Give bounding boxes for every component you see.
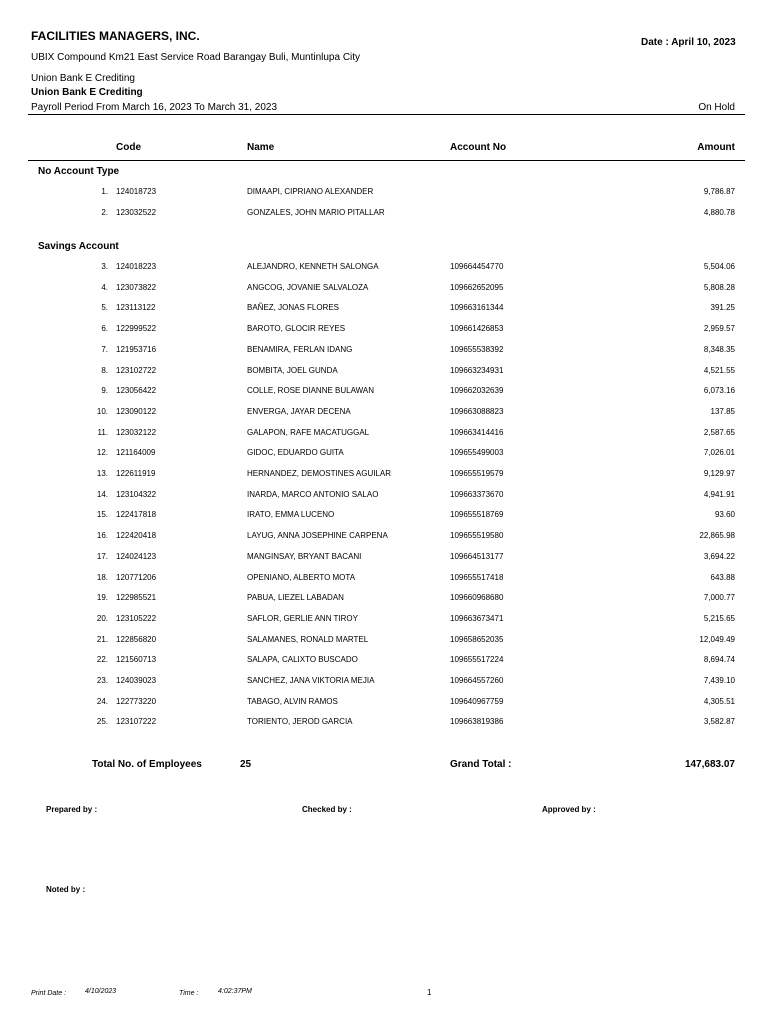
bank-line-2: Union Bank E Crediting: [31, 87, 143, 98]
employee-name: GONZALES, JOHN MARIO PITALLAR: [247, 207, 385, 217]
employee-code: 122611919: [116, 469, 156, 478]
section-title: Savings Account: [38, 241, 119, 252]
employee-name: LAYUG, ANNA JOSEPHINE CARPENA: [247, 531, 388, 541]
employee-code: 123073822: [116, 282, 157, 292]
company-address: UBIX Compound Km21 East Service Road Barangay Buli, Muntinlupa City: [31, 52, 361, 63]
employee-code: 123032522: [116, 207, 157, 217]
amount: 6,073.16: [703, 386, 735, 396]
employee-name: BOMBITA, JOEL GUNDA: [247, 365, 338, 375]
time-label: Time :: [179, 990, 199, 997]
row-number: 17.: [96, 551, 108, 561]
report-date: Date : April 10, 2023: [641, 37, 736, 48]
table-row: [0, 345, 768, 359]
employee-name: BAÑEZ, JONAS FLORES: [247, 303, 340, 313]
account-number: 109663819386: [450, 717, 504, 727]
amount: 5,215.65: [703, 613, 735, 623]
account-number: 109655518769: [450, 510, 504, 520]
account-number: 109660968680: [450, 593, 504, 603]
amount: 8,348.35: [703, 344, 735, 354]
column-header-amount: Amount: [697, 142, 735, 153]
section-title: No Account Type: [38, 166, 120, 177]
approved-by-label: Approved by :: [542, 805, 596, 814]
amount: 5,504.06: [703, 262, 735, 271]
row-number: 3.: [101, 262, 108, 271]
row-number: 24.: [96, 696, 108, 706]
employee-name: SAFLOR, GERLIE ANN TIROY: [247, 613, 358, 623]
header-rule: [28, 114, 745, 115]
employee-name: SALAPA, CALIXTO BUSCADO: [247, 655, 358, 665]
account-number: 109655519580: [450, 531, 504, 541]
table-row: [0, 676, 768, 690]
employee-name: GIDOC, EDUARDO GUITA: [247, 448, 344, 458]
row-number: 23.: [96, 676, 108, 685]
employee-name: HERNANDEZ, DEMOSTINES AGUILAR: [247, 469, 392, 478]
employee-code: 122773220: [116, 696, 157, 706]
account-number: 109655499003: [450, 448, 504, 458]
employee-name: OPENIANO, ALBERTO MOTA: [247, 572, 356, 582]
account-number: 109664513177: [450, 551, 504, 561]
employee-code: 124039023: [116, 676, 157, 685]
account-number: 109663373670: [450, 489, 504, 499]
row-number: 14.: [96, 489, 108, 499]
account-number: 109663161344: [450, 303, 504, 313]
account-number: 109655517418: [450, 572, 504, 582]
amount: 7,000.77: [703, 593, 735, 603]
table-row: [0, 593, 768, 607]
amount: 5,808.28: [703, 282, 735, 292]
amount: 12,049.49: [699, 634, 735, 644]
status-label: On Hold: [698, 102, 735, 113]
table-row: [0, 573, 768, 587]
account-number: 109655519579: [450, 469, 504, 478]
employee-code: 121953716: [116, 344, 157, 354]
employee-code: 123107222: [116, 717, 157, 727]
employee-name: INARDA, MARCO ANTONIO SALAO: [247, 489, 379, 499]
table-row: [0, 428, 768, 442]
employee-name: BENAMIRA, FERLAN IDANG: [247, 344, 353, 354]
table-row: [0, 407, 768, 421]
employee-name: TABAGO, ALVIN RAMOS: [247, 696, 338, 706]
table-row: [0, 531, 768, 545]
employee-code: 124024123: [116, 551, 157, 561]
company-name: FACILITIES MANAGERS, INC.: [31, 29, 200, 43]
amount: 8,694.74: [703, 655, 735, 665]
row-number: 8.: [101, 365, 108, 375]
account-number: 109663673471: [450, 613, 504, 623]
amount: 4,880.78: [703, 207, 735, 217]
amount: 137.85: [710, 406, 735, 416]
amount: 93.60: [714, 510, 735, 520]
table-row: [0, 366, 768, 380]
row-number: 4.: [101, 282, 108, 292]
table-row: [0, 490, 768, 504]
bank-line-1: Union Bank E Crediting: [31, 73, 135, 84]
table-row: [0, 717, 768, 731]
page-number: 1: [427, 988, 432, 997]
total-employees-count: 25: [240, 759, 252, 770]
amount: 22,865.98: [699, 531, 735, 541]
employee-code: 123105222: [116, 613, 157, 623]
column-header-account: Account No: [450, 142, 507, 153]
account-number: 109663414416: [450, 427, 504, 437]
row-number: 12.: [96, 448, 108, 458]
row-number: 9.: [101, 386, 108, 396]
time-value: 4:02:37PM: [218, 988, 252, 995]
row-number: 22.: [96, 655, 108, 665]
employee-name: ALEJANDRO, KENNETH SALONGA: [247, 262, 379, 271]
row-number: 13.: [96, 469, 108, 478]
amount: 4,941.91: [703, 489, 735, 499]
employee-name: TORIENTO, JEROD GARCIA: [247, 717, 353, 727]
row-number: 7.: [101, 344, 108, 354]
employee-code: 122417818: [116, 510, 157, 520]
row-number: 19.: [96, 593, 108, 603]
row-number: 20.: [96, 613, 108, 623]
employee-code: 123032122: [116, 427, 157, 437]
row-number: 21.: [96, 634, 108, 644]
prepared-by-label: Prepared by :: [46, 805, 98, 814]
grand-total-value: 147,683.07: [684, 759, 735, 770]
amount: 391.25: [710, 303, 735, 313]
employee-name: MANGINSAY, BRYANT BACANI: [247, 551, 362, 561]
column-header-name: Name: [247, 142, 275, 153]
row-number: 2.: [101, 207, 108, 217]
employee-code: 121164009: [116, 448, 156, 458]
account-number: 109655517224: [450, 655, 504, 665]
table-row: [0, 303, 768, 317]
table-row: [0, 448, 768, 462]
table-row: [0, 552, 768, 566]
account-number: 109662032639: [450, 386, 504, 396]
employee-code: 123090122: [116, 406, 157, 416]
employee-name: GALAPON, RAFE MACATUGGAL: [247, 427, 370, 437]
row-number: 25.: [96, 717, 108, 727]
employee-name: DIMAAPI, CIPRIANO ALEXANDER: [247, 187, 374, 196]
row-number: 16.: [96, 531, 108, 541]
employee-name: ENVERGA, JAYAR DECENA: [247, 406, 351, 416]
total-employees-label: Total No. of Employees: [92, 759, 202, 770]
employee-code: 122999522: [116, 324, 157, 334]
amount: 7,026.01: [703, 448, 735, 458]
table-row: [0, 614, 768, 628]
table-row: [0, 324, 768, 338]
employee-code: 120771206: [116, 572, 157, 582]
row-number: 15.: [96, 510, 108, 520]
employee-code: 122856820: [116, 634, 157, 644]
employee-code: 124018223: [116, 262, 157, 271]
account-number: 109663234931: [450, 365, 504, 375]
amount: 4,521.55: [703, 365, 735, 375]
table-row: [0, 208, 768, 222]
checked-by-label: Checked by :: [302, 805, 352, 814]
column-header-rule: [28, 160, 745, 161]
account-number: 109664557260: [450, 676, 504, 685]
column-header-code: Code: [116, 142, 141, 153]
print-date-value: 4/10/2023: [85, 988, 117, 995]
account-number: 109664454770: [450, 262, 504, 271]
employee-name: SANCHEZ, JANA VIKTORIA MEJIA: [247, 676, 375, 685]
account-number: 109640967759: [450, 696, 504, 706]
table-row: [0, 635, 768, 649]
account-number: 109655538392: [450, 344, 504, 354]
row-number: 5.: [101, 303, 108, 313]
table-row: [0, 469, 768, 483]
employee-code: 123102722: [116, 365, 157, 375]
row-number: 11.: [97, 427, 108, 437]
employee-name: PABUA, LIEZEL LABADAN: [247, 593, 344, 603]
account-number: 109662652095: [450, 282, 504, 292]
employee-name: IRATO, EMMA LUCENO: [247, 510, 335, 520]
table-row: [0, 697, 768, 711]
table-row: [0, 283, 768, 297]
employee-name: BAROTO, GLOCIR REYES: [247, 324, 346, 334]
grand-total-label: Grand Total :: [450, 759, 512, 770]
amount: 643.88: [710, 572, 735, 582]
amount: 9,129.97: [703, 469, 735, 478]
amount: 4,305.51: [703, 696, 735, 706]
employee-code: 124018723: [116, 187, 157, 196]
print-date-label: Print Date :: [31, 990, 67, 997]
amount: 2,959.57: [703, 324, 735, 334]
employee-code: 122985521: [116, 593, 157, 603]
table-row: [0, 262, 768, 276]
row-number: 6.: [101, 324, 108, 334]
amount: 9,786.87: [703, 187, 735, 196]
amount: 2,587.65: [703, 427, 735, 437]
amount: 3,694.22: [703, 551, 735, 561]
employee-code: 123104322: [116, 489, 157, 499]
employee-name: ANGCOG, JOVANIE SALVALOZA: [247, 282, 369, 292]
account-number: 109663088823: [450, 406, 504, 416]
employee-code: 123113122: [116, 303, 156, 313]
table-row: [0, 655, 768, 669]
employee-name: COLLE, ROSE DIANNE BULAWAN: [247, 386, 374, 396]
row-number: 10.: [96, 406, 108, 416]
noted-by-label: Noted by :: [46, 885, 86, 894]
employee-name: SALAMANES, RONALD MARTEL: [247, 634, 369, 644]
table-row: [0, 187, 768, 201]
row-number: 1.: [101, 187, 108, 196]
amount: 7,439.10: [703, 676, 735, 685]
account-number: 109661426853: [450, 324, 504, 334]
amount: 3,582.87: [703, 717, 735, 727]
table-row: [0, 386, 768, 400]
employee-code: 121560713: [116, 655, 157, 665]
table-row: [0, 510, 768, 524]
row-number: 18.: [96, 572, 108, 582]
account-number: 109658652035: [450, 634, 504, 644]
employee-code: 123056422: [116, 386, 157, 396]
payroll-period: Payroll Period From March 16, 2023 To March 31, 2023: [31, 102, 278, 113]
employee-code: 122420418: [116, 531, 157, 541]
